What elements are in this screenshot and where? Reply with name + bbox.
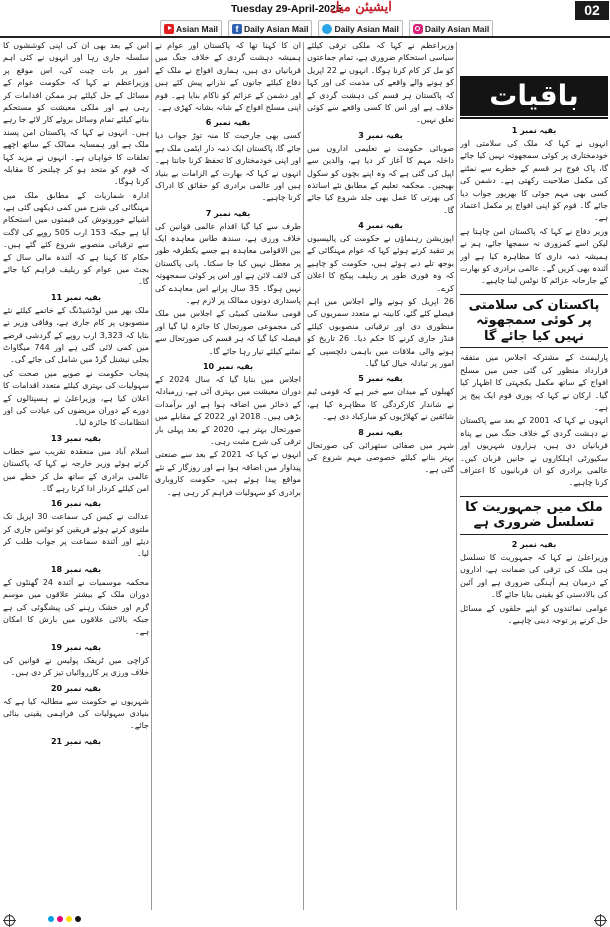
continuation-heading: بقیہ نمبر 5 — [358, 374, 403, 384]
continuation-heading: بقیہ نمبر 11 — [50, 292, 102, 302]
social-link-youtube[interactable] — [160, 20, 222, 37]
youtube-icon — [164, 24, 174, 34]
article-paragraph: پارلیمنٹ کے مشترکہ اجلاس میں متفقہ قرارداد منظور کی گئی جس میں مسلح افواج کے ساتھ مکمل یکجہتی کا اظہار کیا گیا۔ ارکان نے کہا کہ پوری قوم ایک پیج پر ہے۔ — [460, 353, 608, 413]
issue-date: Tuesday 29-April-2025 — [231, 3, 342, 15]
article-paragraph: ادارہ شماریات کے مطابق ملک میں مہنگائی کی شرح میں کمی دیکھی گئی ہے، اشیائے خورونوش کی قیمتوں میں استحکام آیا ہے جبکہ 153 ارب 505 روپے کی لاگت سے ترقیاتی منصوبے شروع کئے گئے ہیں۔ حکام کا کہنا ہے کہ آئندہ مالی سال کے بجٹ میں عوام کو ریلیف فراہم کیا جائے گا۔ — [3, 190, 149, 287]
article-paragraph: اسلام آباد میں منعقدہ تقریب سے خطاب کرتے ہوئے وزیر خارجہ نے کہا کہ پاکستان عالمی برادری کے ساتھ مل کر خطے میں امن کیلئے کردار ادا کرتا رہے گا۔ — [3, 446, 149, 493]
column-3 — [307, 40, 454, 910]
article-paragraph: ملک بھر میں لوڈشیڈنگ کے خاتمے کیلئے نئے منصوبوں پر کام جاری ہے، وفاقی وزیر نے بتایا کہ 3,323 ارب روپے کے گردشی قرضے میں کمی لائی گئی ہے اور 744 میگاواٹ بجلی نیشنل گرڈ میں شامل کی جائے گی۔ — [3, 305, 149, 365]
social-label: Daily Asian Mail — [244, 23, 309, 34]
continuation-heading: بقیہ نمبر 20 — [50, 683, 102, 693]
cyan-swatch — [48, 916, 54, 922]
social-label: Daily Asian Mail — [424, 23, 490, 34]
social-link-facebook[interactable] — [228, 20, 312, 37]
continuation-heading: بقیہ نمبر 18 — [50, 564, 102, 574]
column-1 — [3, 40, 149, 910]
article-paragraph: محکمہ موسمیات نے آئندہ 24 گھنٹوں کے دوران ملک کے بیشتر علاقوں میں موسم گرم اور خشک رہنے کی پیشگوئی کی ہے جبکہ بالائی علاقوں میں بارش کا امکان ہے۔ — [3, 577, 149, 637]
article-paragraph: طرف سے کیا گیا اقدام عالمی قوانین کی خلاف ورزی ہے، سندھ طاس معاہدہ ایک بین الاقوامی معاہدہ ہے جسے یکطرفہ طور پر معطل نہیں کیا جا سکتا۔ پانی پاکستان کی لائف لائن ہے اور اس پر کوئی سمجھوتہ نہیں ہوگا۔ 35 سال پرانے اس معاہدے کی پاسداری دونوں ممالک پر لازم ہے۔ — [155, 221, 301, 306]
print-footer — [0, 912, 610, 927]
column-divider — [456, 42, 457, 910]
continuation-heading: بقیہ نمبر 4 — [358, 221, 403, 231]
article-paragraph: انہوں نے کہا کہ 2021 کے بعد سے صنعتی پیداوار میں اضافہ ہوا ہے اور روزگار کے نئے مواقع پیدا ہوئے ہیں، حکومت کاروباری برادری کو سہولیات فراہم کر رہی ہے۔ — [155, 450, 301, 497]
continuation-heading: بقیہ نمبر 19 — [50, 642, 102, 652]
color-swatches — [48, 916, 81, 922]
article-paragraph: وزیر دفاع نے کہا کہ پاکستان امن چاہتا ہے لیکن اسے کمزوری نہ سمجھا جائے، ہم نے ہمیشہ ذمہ داری کا مظاہرہ کیا ہے اور آئندہ بھی کریں گے۔ عالمی برادری کو بھارت کے جارحانہ عزائم کا نوٹس لینا چاہیے۔ — [460, 226, 608, 286]
masthead-logo: ایشیئن میل — [330, 0, 392, 15]
article-paragraph: کسی بھی جارحیت کا منہ توڑ جواب دیا جائے گا، پاکستان ایک ذمہ دار ایٹمی ملک ہے اور اپنی خودمختاری کا تحفظ کرنا جانتا ہے۔ انہوں نے کہا کہ بھارت کے الزامات بے بنیاد ہیں اور عالمی برادری کو حقائق کا ادراک کرنا چاہیے۔ — [155, 131, 301, 203]
article-paragraph: اپوزیشن رہنماؤں نے حکومت کی پالیسیوں پر تنقید کرتے ہوئے کہا کہ عوام مہنگائی کے بوجھ تلے دبے ہوئے ہیں، حکومت کو چاہیے کہ وہ فوری طور پر ریلیف پیکج کا اعلان کرے۔ — [307, 234, 454, 293]
registration-mark-icon — [4, 915, 15, 926]
article-paragraph: اس کے بعد بھی ان کی اپنی کوششوں کا سلسلہ جاری رہا اور انہوں نے کئی اہم امور پر بات چیت کی، اس موقع پر وزیراعظم نے کہا کہ حکومت عوام کے مسائل کے حل کیلئے ہر ممکن اقدامات کر رہی ہے اور ملکی معیشت کو مستحکم بنانے کیلئے تمام وسائل بروئے کار لائے جا رہے ہیں۔ انہوں نے کہا کہ پاکستان امن پسند ملک ہے اور ہمسایہ ممالک کے ساتھ اچھے تعلقات کا خواہاں ہے۔ انہوں نے مزید کہا کہ قوم کو متحد ہو کر چیلنجز کا مقابلہ کرنا ہوگا۔ — [3, 41, 149, 187]
continuation-heading: بقیہ نمبر 6 — [205, 118, 251, 128]
article-paragraph: شہر میں صفائی ستھرائی کی صورتحال بہتر بنانے کیلئے خصوصی مہم شروع کی گئی ہے۔ — [307, 440, 454, 475]
article-paragraph: انہوں نے کہا کہ 2001 کے بعد سے پاکستان نے دہشت گردی کے خلاف جنگ میں بے پناہ قربانیاں دی ہیں، ہزاروں شہریوں اور سکیورٹی اہلکاروں نے جانیں قربان کیں۔ عالمی برادری کو ان قربانیوں کا اعتراف کرنا چاہیے۔ — [460, 416, 608, 488]
article-paragraph: کراچی میں ٹریفک پولیس نے قوانین کی خلاف ورزی پر کارروائیاں تیز کر دی ہیں۔ — [3, 655, 149, 678]
article-paragraph: عدالت نے کیس کی سماعت 30 اپریل تک ملتوی کرتے ہوئے فریقین کو نوٹس جاری کر دیئے اور آئندہ سماعت پر جواب طلب کر لیا۔ — [3, 512, 149, 559]
article-headline: ملک میں جمہوریت کا تسلسل ضروری ہے — [460, 496, 608, 535]
article-paragraph: 26 اپریل کو ہونے والے اجلاس میں اہم فیصلے کئے گئے، کابینہ نے متعدد سمریوں کی منظوری دی اور ترقیاتی منصوبوں کیلئے فنڈز جاری کرنے کا حکم دیا۔ 26 تاریخ کو ہونے والی ملاقات میں باہمی دلچسپی کے امور پر تبادلہ خیال کیا گیا۔ — [307, 297, 454, 368]
article-paragraph: وزیراعلیٰ نے کہا کہ جمہوریت کا تسلسل ہی ملک کی ترقی کی ضمانت ہے، اداروں کے درمیان ہم آہنگی ضروری ہے اور آئین کی بالادستی کو یقینی بنایا جائے گا۔ — [460, 552, 608, 600]
continuation-heading: بقیہ نمبر 10 — [202, 361, 254, 371]
social-link-twitter[interactable] — [318, 20, 402, 37]
article-paragraph: اجلاس میں بتایا گیا کہ سال 2024 کے دوران معیشت میں بہتری آئی ہے، زرمبادلہ کے ذخائر میں اضافہ ہوا ہے اور برآمدات بڑھی ہیں۔ 2018 اور 2022 کے مقابلے میں صورتحال بہتر ہے، 2020 کے بعد پہلی بار ترقی کی شرح مثبت رہی۔ — [155, 374, 301, 446]
section-banner: باقیات — [460, 76, 608, 116]
column-divider — [151, 42, 152, 910]
social-links — [160, 20, 493, 35]
continuation-heading: بقیہ نمبر 1 — [511, 126, 557, 135]
header-rule — [0, 36, 610, 38]
page-number: 02 — [575, 1, 609, 20]
article-paragraph: قومی سلامتی کمیٹی کے اجلاس میں ملک کی مجموعی صورتحال کا جائزہ لیا گیا اور فیصلہ کیا گیا کہ ہر قسم کی صورتحال سے نمٹنے کیلئے تیار رہا جائے گا۔ — [155, 309, 301, 356]
social-label: Daily Asian Mail — [334, 23, 399, 34]
article-paragraph: انہوں نے کہا کہ ملک کی سلامتی اور خودمختاری پر کوئی سمجھوتہ نہیں کیا جائے گا، پاک فوج ہر قسم کے خطرے سے نمٹنے کی مکمل صلاحیت رکھتی ہے۔ دشمن کی کسی بھی مہم جوئی کا بھرپور جواب دیا جائے گا۔ قوم کو اپنی افواج پر مکمل اعتماد ہے۔ — [460, 139, 608, 223]
article-paragraph: عوامی نمائندوں کو اپنے حلقوں کے مسائل حل کرنے پر توجہ دینی چاہیے۔ — [460, 603, 608, 625]
twitter-icon — [322, 24, 332, 34]
continuation-heading: بقیہ نمبر 21 — [50, 736, 102, 746]
article-paragraph: وزیراعظم نے کہا کہ ملکی ترقی کیلئے سیاسی استحکام ضروری ہے، تمام جماعتوں کو مل کر کام کرنا ہوگا۔ انہوں نے 22 اپریل کو ہونے والے واقعے کی مذمت کی اور کہا کہ پاکستان ہر قسم کی دہشت گردی کے خلاف ہے اور اس کا کسی واقعے سے کوئی تعلق نہیں۔ — [307, 41, 454, 125]
column-4 — [460, 122, 608, 910]
social-label: Asian Mail — [176, 23, 219, 34]
continuation-heading: بقیہ نمبر 8 — [358, 427, 403, 437]
article-paragraph: پنجاب حکومت نے صوبے میں صحت کی سہولیات کی بہتری کیلئے متعدد اقدامات کا اعلان کیا ہے، وزیراعلیٰ نے ہسپتالوں کے دورے کے دوران مریضوں کی عیادت کی اور انتظامات کا جائزہ لیا۔ — [3, 368, 149, 428]
continuation-heading: بقیہ نمبر 7 — [205, 208, 251, 218]
column-divider — [303, 42, 304, 910]
article-paragraph: صوبائی حکومت نے تعلیمی اداروں میں داخلہ مہم کا آغاز کر دیا ہے، والدین سے اپیل کی گئی ہے کہ وہ اپنے بچوں کو سکول بھیجیں۔ محکمہ تعلیم کے مطابق نئے اساتذہ کی بھرتی کا عمل بھی جلد شروع کیا جائے گا۔ — [307, 143, 454, 215]
article-paragraph: ان کا کہنا تھا کہ پاکستان اور عوام نے ہمیشہ دہشت گردی کے خلاف جنگ میں قربانیاں دی ہیں، ہماری افواج نے ملک کے دفاع کیلئے جانوں کے نذرانے پیش کئے ہیں اور دشمن کے عزائم کو ناکام بنایا ہے۔ قوم اپنی مسلح افواج کے شانہ بشانہ کھڑی ہے۔ — [155, 41, 301, 112]
black-swatch — [75, 916, 81, 922]
page-header — [0, 0, 610, 40]
instagram-icon — [413, 24, 423, 34]
facebook-icon: f — [232, 24, 242, 34]
yellow-swatch — [66, 916, 72, 922]
continuation-heading: بقیہ نمبر 2 — [511, 539, 557, 549]
article-headline: پاکستان کی سلامتی پر کوئی سمجھوتہ نہیں کیا جائے گا — [460, 294, 608, 349]
social-link-instagram[interactable] — [409, 20, 493, 37]
magenta-swatch — [57, 916, 63, 922]
continuation-heading: بقیہ نمبر 3 — [358, 130, 403, 140]
article-paragraph: کھیلوں کے میدان سے خبر ہے کہ قومی ٹیم نے شاندار کارکردگی کا مظاہرہ کیا ہے، شائقین نے کھلاڑیوں کو مبارکباد دی ہے۔ — [307, 387, 454, 422]
column-2 — [155, 40, 301, 910]
registration-mark-icon — [595, 915, 606, 926]
article-paragraph: شہریوں نے حکومت سے مطالبہ کیا ہے کہ بنیادی سہولیات کی فراہمی یقینی بنائی جائے۔ — [3, 696, 149, 731]
continuation-heading: بقیہ نمبر 13 — [50, 433, 102, 443]
continuation-heading: بقیہ نمبر 16 — [50, 499, 102, 509]
